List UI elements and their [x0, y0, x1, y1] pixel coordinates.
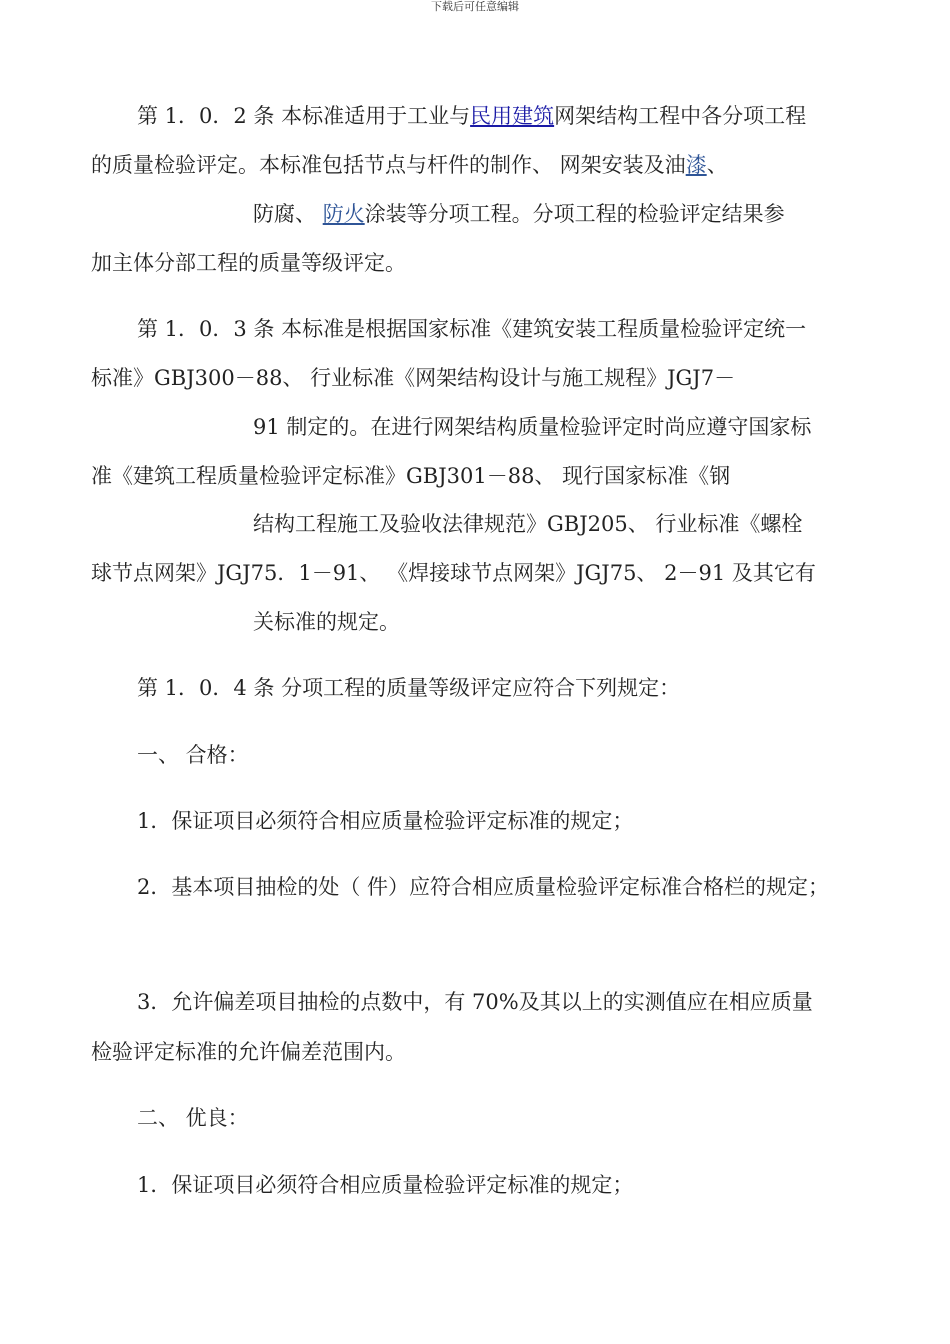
list-item: 1．保证项目必须符合相应质量检验评定标准的规定； — [137, 809, 634, 833]
paragraph-line — [253, 199, 785, 229]
line-text: 、 — [706, 153, 728, 177]
list-item: 1．保证项目必须符合相应质量检验评定标准的规定； — [137, 1173, 634, 1197]
paragraph-line: 标准》GBJ300－88、 行业标准《网架结构设计与施工规程》JGJ7－ — [91, 366, 736, 390]
paragraph-line: 结构工程施工及验收法律规范》GBJ205、 行业标准《螺栓 — [253, 512, 803, 536]
section-heading: 一、 合格： — [137, 743, 249, 767]
paragraph-line: 球节点网架》JGJ75．1－91、 《焊接球节点网架》JGJ75、 2－91 及其它有 — [91, 561, 816, 585]
paragraph-line: 检验评定标准的允许偏差范围内。 — [91, 1040, 406, 1064]
paragraph-line: 91 制定的。在进行网架结构质量检验评定时尚应遵守国家标 — [253, 415, 812, 439]
line-text: 涂装等分项工程。分项工程的检验评定结果参 — [364, 202, 785, 226]
line-text: 防腐、 — [253, 202, 323, 226]
paragraph-line — [91, 150, 728, 180]
paragraph-line: 加主体分部工程的质量等级评定。 — [91, 251, 406, 275]
section-heading: 二、 优良： — [137, 1106, 249, 1130]
line-text: 的质量检验评定。本标准包括节点与杆件的制作、 网架安装及油 — [91, 153, 686, 177]
link-paint[interactable]: 漆 — [685, 153, 707, 177]
paragraph-line: 第 1．0．4 条 分项工程的质量等级评定应符合下列规定： — [137, 676, 681, 700]
link-fireproof[interactable]: 防火 — [322, 202, 365, 226]
list-item: 3．允许偏差项目抽检的点数中，有 70%及其以上的实测值应在相应质量 — [137, 990, 813, 1014]
paragraph-line: 准《建筑工程质量检验评定标准》GBJ301－88、 现行国家标准《钢 — [91, 464, 731, 488]
paragraph-line: 第 1．0．3 条 本标准是根据国家标准《建筑安装工程质量检验评定统一 — [137, 317, 807, 341]
paragraph-line: 关标准的规定。 — [253, 610, 400, 634]
list-item: 2．基本项目抽检的处（ 件）应符合相应质量检验评定标准合格栏的规定； — [137, 875, 830, 899]
page-header: 下载后可任意编辑 — [431, 0, 519, 13]
paragraph-line — [137, 101, 806, 131]
line-text: 第 1．0．2 条 本标准适用于工业与 — [137, 104, 471, 128]
link-civil-building[interactable]: 民用建筑 — [470, 104, 555, 128]
line-text: 网架结构工程中各分项工程 — [554, 104, 807, 128]
